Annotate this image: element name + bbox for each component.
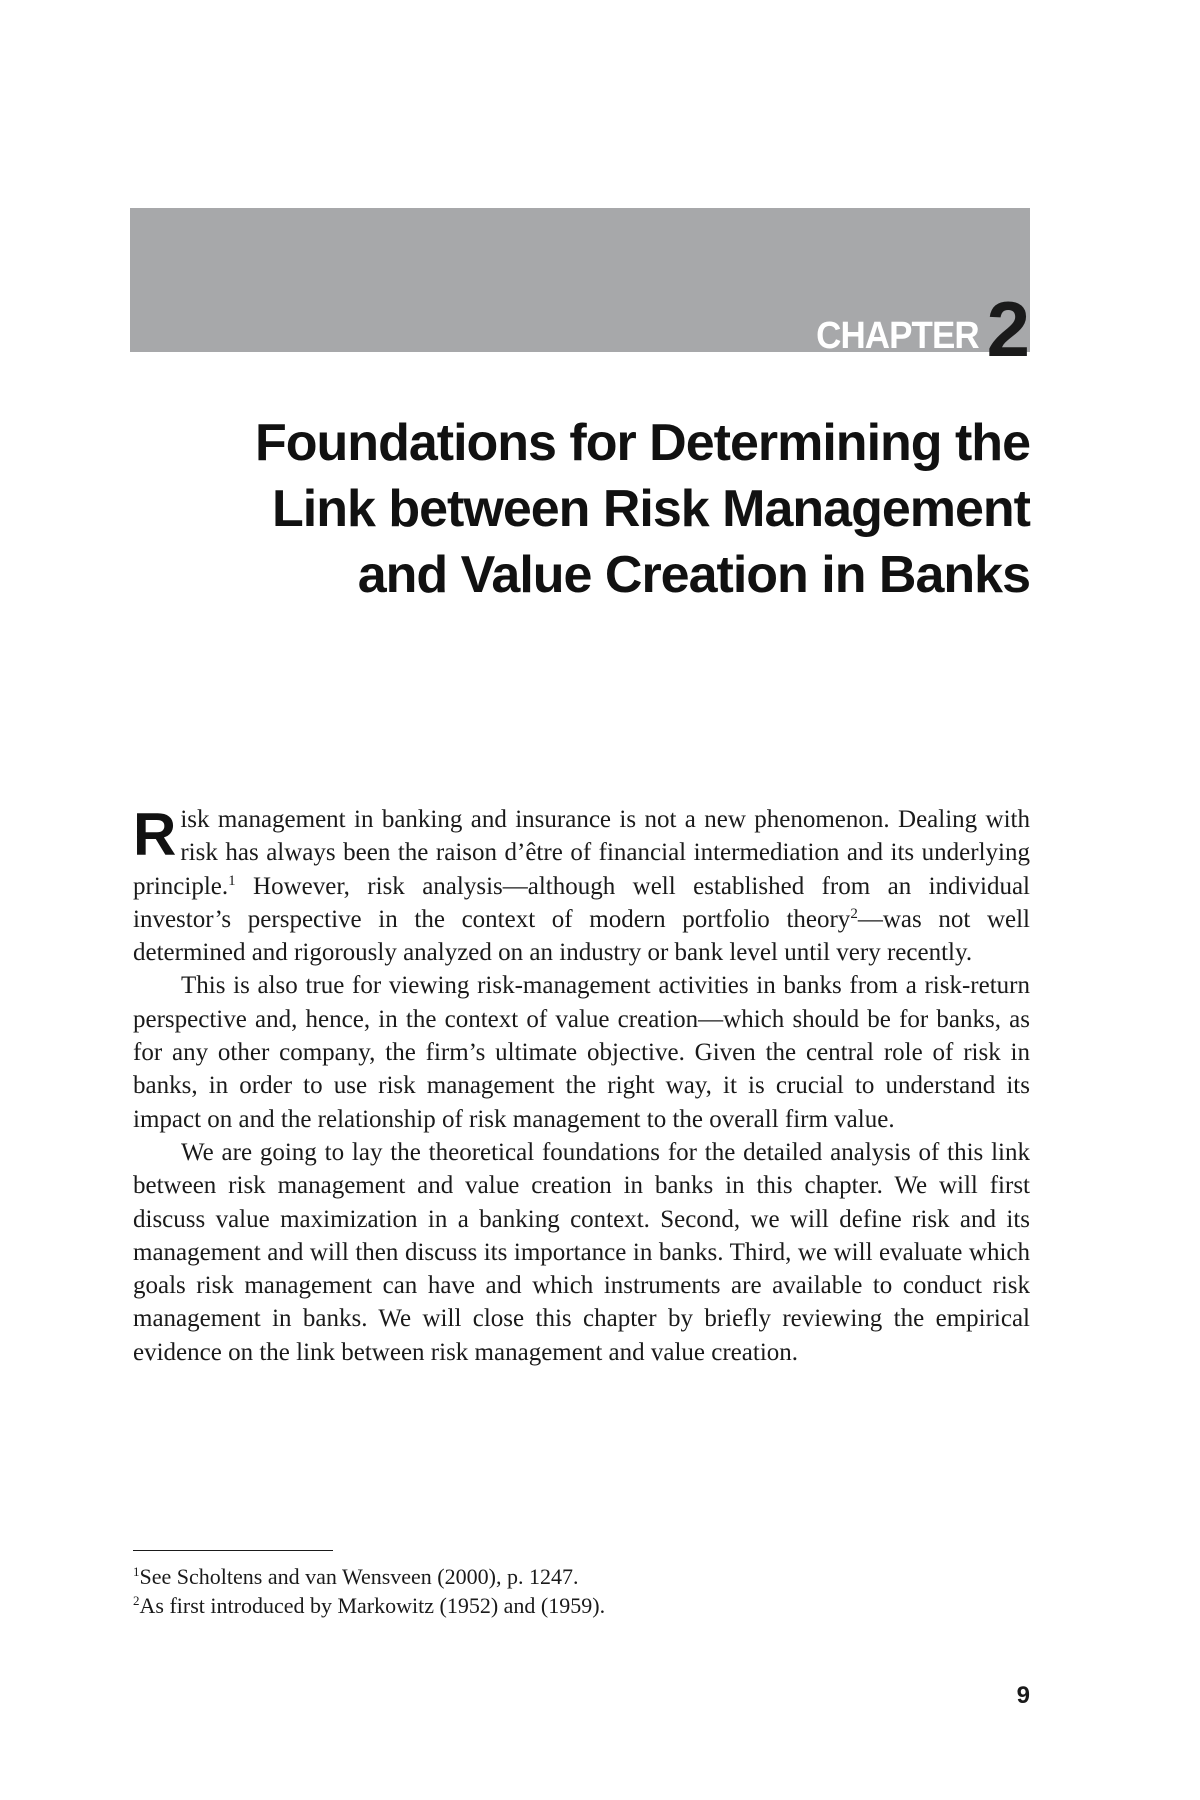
chapter-title-line: and Value Creation in Banks [357,546,1030,604]
paragraph-1-text-a: isk management in banking and insurance is not a new phenomenon. Dealing with risk has always been the raison d’être of financial intermediation and its underlying principle. [133,806,1030,900]
paragraph-1-text-c: —was not well determined and rigorously analyzed on an industry or bank level until very recently. [133,905,1030,967]
footnote-text: See Scholtens and van Wensveen (2000), p. 1247. [139,1564,579,1589]
chapter-word: CHAPTER [816,315,979,358]
footnote-mark: 1 [133,1564,140,1579]
page-number: 9 [1016,1682,1030,1709]
footnote-1 [133,1562,1013,1591]
footnotes [133,1562,1013,1620]
footnote-divider [133,1550,333,1551]
footnote-text: As first introduced by Markowitz (1952) and (1959). [139,1593,606,1618]
paragraph-1-text-b: However, risk analysis—although well established from an individual investor’s perspective in the context of modern portfolio theory [133,872,1030,933]
footnote-reference-1[interactable]: 1 [228,872,236,889]
footnote-reference-2[interactable]: 2 [850,905,858,922]
paragraph-2: This is also true for viewing risk-management activities in banks from a risk-return perspective and, hence, in the context of value creation—which should be for banks, as for any other company, the firm’s ultimate objective. Given the central role of risk in banks, in order to use risk management the right way, it is crucial to understand its impact on and the relationship of risk management to the overall firm value. [133,972,1030,1133]
paragraph-1 [133,803,1030,969]
footnote-mark: 2 [133,1593,140,1608]
chapter-title-line: Link between Risk Management [272,480,1030,538]
paragraph-3: We are going to lay the theoretical foundations for the detailed analysis of this link between risk management and value creation in banks in this chapter. We will first discuss value maximization in a banking context. Second, we will define risk and its management and will then discuss its importance in banks. Third, we will evaluate which goals risk management can have and which instruments are available to conduct risk management in banks. We will close this chapter by briefly reviewing the empirical evidence on the link between risk management and value creation. [133,1138,1030,1366]
body-text [133,803,1030,1369]
drop-cap: R [133,801,177,868]
footnote-2 [133,1591,1013,1620]
chapter-title [170,410,1030,608]
chapter-number: 2 [986,285,1030,373]
chapter-title-line: Foundations for Determining the [255,414,1030,472]
chapter-label [802,285,1030,373]
